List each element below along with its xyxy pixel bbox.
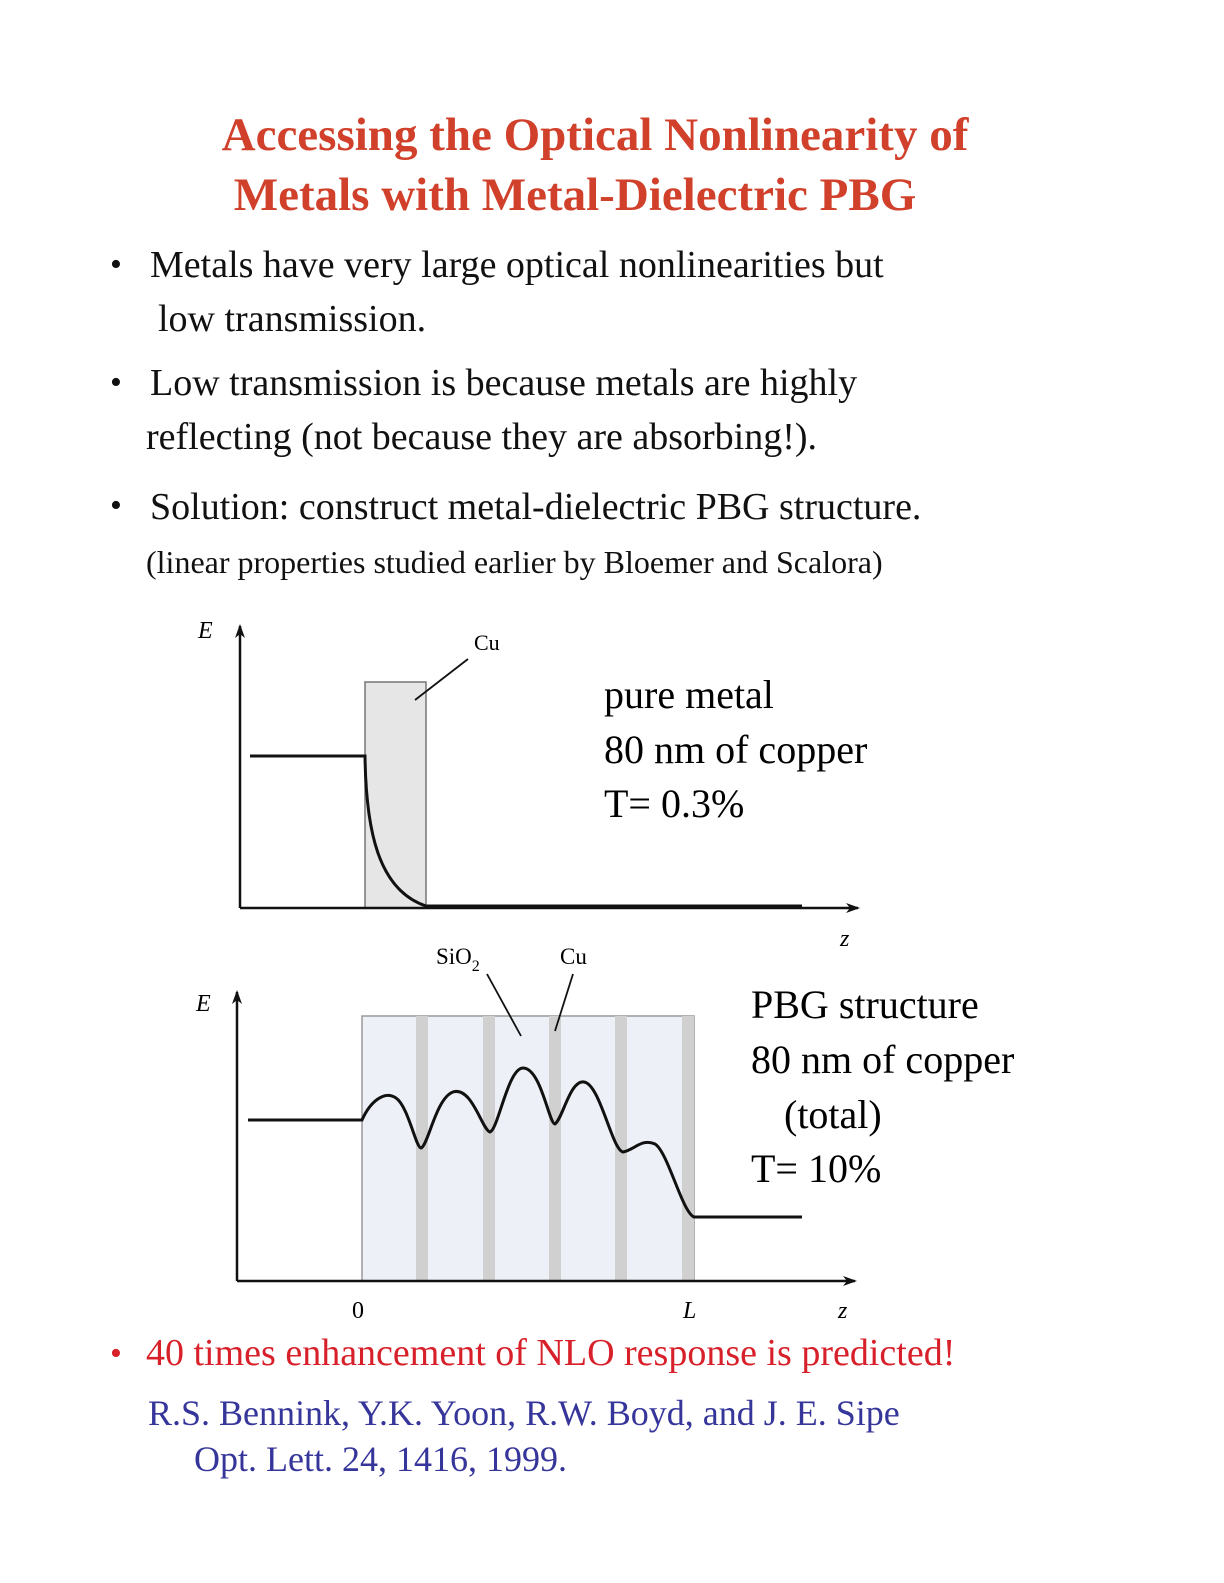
caption-line-1: pure metal (604, 672, 774, 717)
bullet-1-line-1: Metals have very large optical nonlinearities but (150, 244, 884, 286)
bullet-2-line-2: reflecting (not because they are absorbing!). (146, 416, 818, 458)
pbg-stack (362, 1016, 694, 1281)
copper-layer (682, 1016, 694, 1281)
copper-layer (483, 1016, 495, 1281)
copper-label: Cu (474, 630, 500, 655)
bullet-marker: • (110, 1335, 122, 1372)
caption-line-2: 80 nm of copper (751, 1037, 1015, 1082)
caption-line-3: (total) (784, 1092, 882, 1137)
y-axis-label: E (198, 618, 213, 644)
caption-line-1: PBG structure (751, 982, 979, 1027)
conclusion-text: 40 times enhancement of NLO response is predicted! (146, 1332, 956, 1374)
field-curve (250, 756, 802, 906)
tick-label-end: L (683, 1298, 697, 1324)
pbg-diagram (195, 944, 1014, 1324)
slide-title-line-2: Metals with Metal-Dielectric PBG (233, 169, 917, 221)
sio2-label: SiO$_2$ (436, 944, 480, 975)
copper-layer (365, 682, 426, 908)
bullet-3-line-1: Solution: construct metal-dielectric PBG structure. (150, 486, 922, 528)
bullet-marker: • (110, 246, 122, 283)
x-axis-label: z (838, 1298, 848, 1324)
tick-label-start: 0 (352, 1298, 364, 1324)
bullet-marker: • (110, 364, 122, 401)
bullet-marker: • (110, 487, 122, 524)
bullet-2-line-1: Low transmission is because metals are highly (150, 362, 858, 404)
reference-line-2: Opt. Lett. 24, 1416, 1999. (194, 1439, 567, 1479)
slide-title-line-1: Accessing the Optical Nonlinearity of (221, 109, 969, 161)
reference-line-1: R.S. Bennink, Y.K. Yoon, R.W. Boyd, and J. E. Sipe (148, 1393, 900, 1433)
copper-layer (615, 1016, 627, 1281)
y-axis-label: E (196, 991, 211, 1017)
caption-line-2: 80 nm of copper (604, 727, 868, 772)
copper-label-leader (415, 659, 468, 700)
bullet-1-line-2: low transmission. (158, 298, 427, 340)
pure-metal-diagram (197, 618, 867, 952)
x-axis-label: z (840, 926, 850, 952)
copper-layer (549, 1016, 561, 1281)
note-text: (linear properties studied earlier by Bloemer and Scalora) (146, 544, 883, 580)
caption-line-4: T= 10% (751, 1146, 882, 1191)
caption-line-3: T= 0.3% (604, 781, 745, 826)
copper-label: Cu (560, 944, 587, 969)
